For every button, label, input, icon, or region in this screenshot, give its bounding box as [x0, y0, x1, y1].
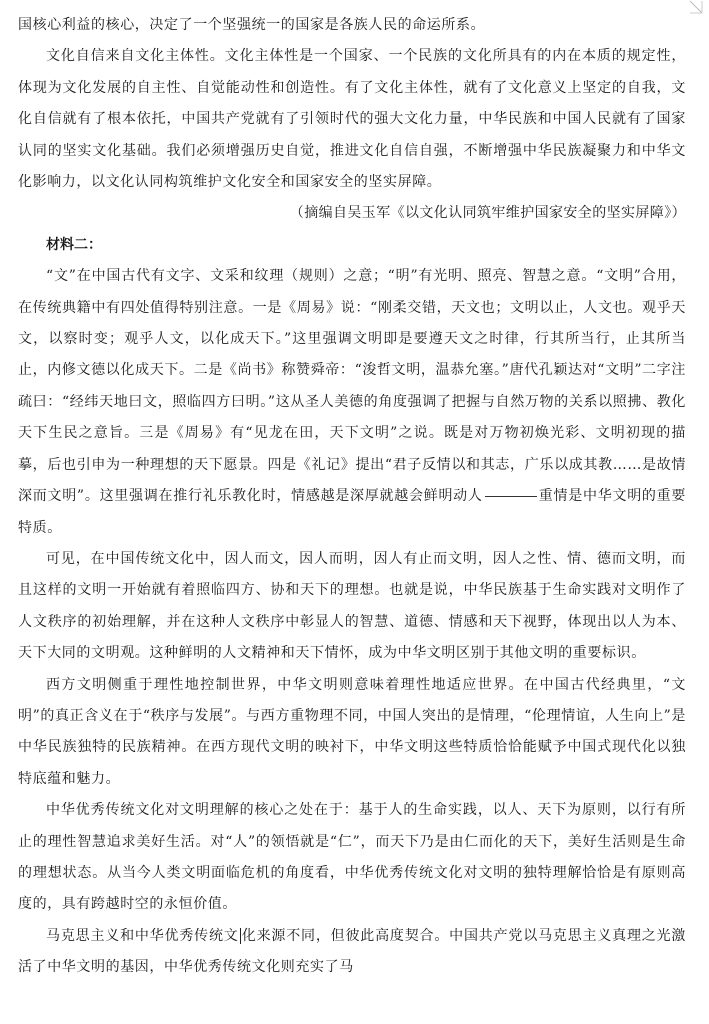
- paragraph-marxism-rest: 化来源不同，但彼此高度契合。中国共产党以马克思主义真理之光激活了中华文明的基因，中华优秀传统文化则充实了马: [18, 927, 686, 976]
- paragraph-cultural-subjectivity: 文化自信来自文化主体性。文化主体性是一个国家、一个民族的文化所具有的内在本质的规定性，体现为文化发展的自主性、自觉能动性和创造性。有了文化主体性，就有了文化意义上坚定的自我，文化自信就有了根本依托，中国共产党就有了引领时代的强大文化力量，中华民族和中国人民就有了国家认同的坚实文化基础。我们必须增强历史自觉，推进文化自信自强，不断增强中华民族凝聚力和中华文化影响力，以文化认同构筑维护文化安全和国家安全的坚实屏障。: [18, 48, 686, 191]
- paragraph-meaning-of-wenming: [18, 261, 686, 544]
- document-page: [18, 10, 686, 984]
- paragraph-meaning-conclusion: 重情是中华文明的重要特质。: [18, 488, 686, 536]
- source-citation: （摘编自吴玉军《以文化认同筑牢维护国家安全的坚实屏障》）: [289, 205, 686, 222]
- paragraph-intro-tail: 国核心利益的核心，决定了一个坚强统一的国家是各族人民的命运所系。: [18, 17, 486, 33]
- section-heading-material-two: 材料二：: [46, 236, 102, 253]
- paragraph-core-understanding: 中华优秀传统文化对文明理解的核心之处在于：基于人的生命实践，以人、天下为原则，以行有所止的理性智慧追求美好生活。对“人”的领悟就是“仁”，而天下乃是由仁而化的天下，美好生活则是生命的理想状态。从当今人类文明面临危机的角度看，中华优秀传统文化对文明的独特理解恰恰是有原则高度的，具有跨越时空的永恒价值。: [18, 802, 686, 913]
- paragraph-east-west-contrast: 西方文明侧重于理性地控制世界，中华文明则意味着理性地适应世界。在中国古代经典里，“文明”的真正含义在于“秩序与发展”。与西方重物理不同，中国人突出的是情理，“伦理情谊，人生向上”是中华民族独特的民族精神。在西方现代文明的映衬下，中华文明这些特质恰恰能赋予中国式现代化以独特底蕴和魅力。: [18, 676, 686, 787]
- text-cursor[interactable]: [240, 928, 241, 944]
- corner-fold-icon: [689, 0, 703, 14]
- em-dash-rule: [485, 496, 537, 497]
- bottom-fade-overlay: [330, 988, 709, 1024]
- paragraph-humanist-spirit: 可见，在中国传统文化中，因人而文，因人而明，因人有止而文明，因人之性、情、德而文明，而且这样的文明一开始就有着照临四方、协和天下的理想。也就是说，中华民族基于生命实践对文明作了人文秩序的初始理解，并在这种人文秩序中彰显人的智慧、道德、情感和天下视野，体现出以人为本、天下大同的文明观。这种鲜明的人文精神和天下情怀，成为中华文明区别于其他文明的重要标识。: [18, 550, 686, 662]
- paragraph-marxism-tradition: [18, 921, 686, 984]
- paragraph-marxism-start: 马克思主义和中华优秀传统文: [46, 927, 239, 944]
- paragraph-meaning-text: “文”在中国古代有文字、文采和纹理（规则）之意；“明”有光明、照亮、智慧之意。“文明”合用，在传统典籍中有四处值得特别注意。一是《周易》说：“刚柔交错，天文也；文明以止，人文也。观乎天文，以察时变；观乎人文，以化成天下。”这里强调文明即是要遵天文之时律，行其所当行，止其所当止，内修文德以化成天下。二是《尚书》称赞舜帝：“浚哲文明，温恭允塞。”唐代孔颖达对“文明”二字注疏曰：“经纬天地曰文，照临四方曰明。”这从圣人美德的角度强调了把握与自然万物的关系以照拂、教化天下生民之意旨。三是《周易》有“见龙在田，天下文明”之说。既是对万物初焕光彩、文明初现的描摹，后也引申为一种理想的天下愿景。四是《礼记》提出“君子反情以和其志，广乐以成其教……是故情深而文明”。这里强调在推行礼乐教化时，情感越是深厚就越会鲜明动人: [18, 268, 686, 505]
